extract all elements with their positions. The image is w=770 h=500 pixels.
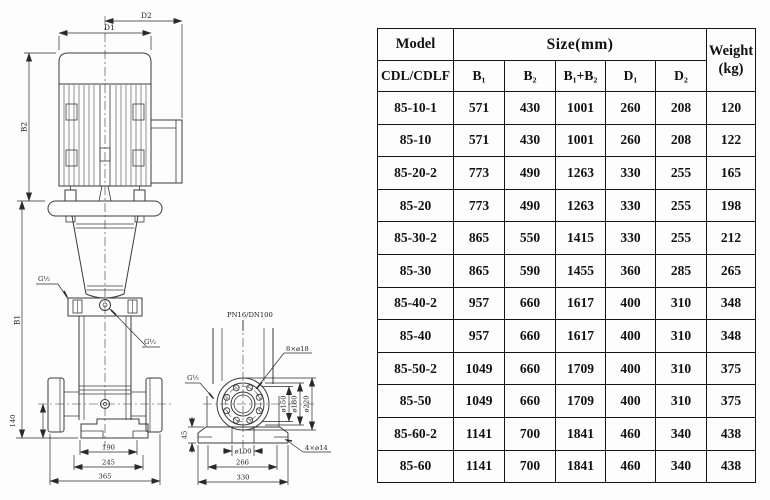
cell-value: 571 xyxy=(454,124,505,157)
cell-model: 85-30 xyxy=(378,254,454,287)
cell-value: 330 xyxy=(606,222,656,255)
cell-value: 865 xyxy=(454,254,505,287)
dim-label-190: 190 xyxy=(102,443,115,452)
table-row xyxy=(378,320,756,353)
cell-value: 1049 xyxy=(454,385,505,418)
table-row xyxy=(378,222,756,255)
dimension-table xyxy=(377,28,756,483)
table-row xyxy=(378,189,756,222)
cell-model: 85-30-2 xyxy=(378,222,454,255)
cell-value: 700 xyxy=(505,450,556,483)
cell-value: 375 xyxy=(707,385,756,418)
cell-value: 1141 xyxy=(454,417,505,450)
header-model: Model xyxy=(378,29,454,61)
cell-value: 348 xyxy=(707,287,756,320)
cell-value: 490 xyxy=(505,189,556,222)
cell-value: 255 xyxy=(656,189,707,222)
header-col-d2: D₂ xyxy=(656,61,707,92)
cell-model: 85-40-2 xyxy=(378,287,454,320)
cell-value: 360 xyxy=(606,254,656,287)
dim-label-d1: D1 xyxy=(104,23,115,32)
spec-table-area xyxy=(377,28,756,483)
cell-model: 85-40 xyxy=(378,320,454,353)
cell-value: 198 xyxy=(707,189,756,222)
cell-value: 865 xyxy=(454,222,505,255)
cell-value: 1617 xyxy=(556,320,606,353)
cell-value: 1617 xyxy=(556,287,606,320)
dim-label-d220: ø220 xyxy=(302,395,311,413)
cell-value: 1049 xyxy=(454,352,505,385)
cell-value: 438 xyxy=(707,450,756,483)
cell-model: 85-60 xyxy=(378,450,454,483)
cell-value: 590 xyxy=(505,254,556,287)
pump-front-view xyxy=(38,16,182,446)
cell-value: 310 xyxy=(656,385,707,418)
cell-value: 460 xyxy=(606,417,656,450)
cell-value: 255 xyxy=(656,222,707,255)
cell-value: 255 xyxy=(656,157,707,190)
cell-value: 1841 xyxy=(556,450,606,483)
port-label-g-half-right: G½ xyxy=(144,338,157,346)
header-col-b1b2: B₁+B₂ xyxy=(556,61,606,92)
cell-value: 348 xyxy=(707,320,756,353)
cell-value: 773 xyxy=(454,157,505,190)
dim-label-b2: B2 xyxy=(19,121,29,133)
header-col-b2: B₂ xyxy=(505,61,556,92)
dim-label-365: 365 xyxy=(98,472,112,481)
cell-value: 438 xyxy=(707,417,756,450)
cell-value: 660 xyxy=(505,352,556,385)
cell-value: 957 xyxy=(454,287,505,320)
cell-model: 85-20 xyxy=(378,189,454,222)
cell-value: 208 xyxy=(656,124,707,157)
cell-value: 460 xyxy=(606,450,656,483)
cell-model: 85-10-1 xyxy=(378,92,454,125)
cell-model: 85-50 xyxy=(378,385,454,418)
port-label-g-half-flange: G½ xyxy=(187,374,200,382)
cell-value: 1455 xyxy=(556,254,606,287)
table-row xyxy=(378,417,756,450)
cell-value: 957 xyxy=(454,320,505,353)
header-col-b1: B₁ xyxy=(454,61,505,92)
header-weight-line1: Weight xyxy=(708,42,754,59)
flange-rating-label: PN16/DN100 xyxy=(227,311,273,319)
cell-value: 310 xyxy=(656,320,707,353)
cell-value: 340 xyxy=(656,417,707,450)
cell-model: 85-50-2 xyxy=(378,352,454,385)
header-size: Size(mm) xyxy=(454,29,707,61)
dim-label-140: 140 xyxy=(9,414,17,428)
dim-label-d150: ø150 xyxy=(279,395,288,413)
dim-label-d2: D2 xyxy=(141,11,152,20)
cell-model: 85-60-2 xyxy=(378,417,454,450)
table-row xyxy=(378,254,756,287)
cell-value: 430 xyxy=(505,124,556,157)
cell-value: 1141 xyxy=(454,450,505,483)
cell-value: 265 xyxy=(707,254,756,287)
dim-label-b1: B1 xyxy=(12,314,22,326)
cell-value: 310 xyxy=(656,287,707,320)
header-model-series: CDL/CDLF xyxy=(378,61,454,92)
cell-value: 660 xyxy=(505,320,556,353)
cell-value: 260 xyxy=(606,92,656,125)
cell-value: 330 xyxy=(606,189,656,222)
cell-value: 571 xyxy=(454,92,505,125)
cell-value: 1001 xyxy=(556,92,606,125)
pump-flange-view xyxy=(198,321,316,457)
table-header-row-2 xyxy=(378,61,756,92)
cell-value: 212 xyxy=(707,222,756,255)
table-row xyxy=(378,385,756,418)
cell-value: 660 xyxy=(505,287,556,320)
cell-value: 208 xyxy=(656,92,707,125)
pump-technical-drawing xyxy=(0,0,380,500)
cell-value: 120 xyxy=(707,92,756,125)
cell-value: 1001 xyxy=(556,124,606,157)
table-body xyxy=(378,92,756,483)
header-weight xyxy=(707,29,756,92)
cell-value: 1709 xyxy=(556,385,606,418)
cell-value: 660 xyxy=(505,385,556,418)
dim-label-8xd18: 8×ø18 xyxy=(286,345,309,353)
cell-value: 1709 xyxy=(556,352,606,385)
cell-value: 260 xyxy=(606,124,656,157)
cell-value: 1263 xyxy=(556,189,606,222)
table-row xyxy=(378,124,756,157)
table-row xyxy=(378,92,756,125)
cell-value: 375 xyxy=(707,352,756,385)
front-view-dimensions xyxy=(16,21,182,485)
cell-value: 550 xyxy=(505,222,556,255)
header-col-d1: D₁ xyxy=(606,61,656,92)
dim-label-266: 266 xyxy=(236,458,249,467)
table-header-row-1 xyxy=(378,29,756,61)
cell-value: 310 xyxy=(656,352,707,385)
cell-value: 490 xyxy=(505,157,556,190)
cell-model: 85-10 xyxy=(378,124,454,157)
dim-label-4xd14: 4×ø14 xyxy=(305,444,328,452)
cell-value: 1263 xyxy=(556,157,606,190)
dim-label-45: 45 xyxy=(180,430,189,440)
table-row xyxy=(378,450,756,483)
cell-value: 1841 xyxy=(556,417,606,450)
dim-label-330: 330 xyxy=(236,473,250,482)
cell-value: 430 xyxy=(505,92,556,125)
port-label-g-half-left: G½ xyxy=(38,275,51,283)
cell-value: 165 xyxy=(707,157,756,190)
cell-value: 1415 xyxy=(556,222,606,255)
cell-value: 773 xyxy=(454,189,505,222)
cell-value: 285 xyxy=(656,254,707,287)
cell-value: 700 xyxy=(505,417,556,450)
table-row xyxy=(378,287,756,320)
cell-value: 340 xyxy=(656,450,707,483)
cell-value: 400 xyxy=(606,352,656,385)
cell-model: 85-20-2 xyxy=(378,157,454,190)
dim-label-245: 245 xyxy=(102,458,115,467)
cell-value: 400 xyxy=(606,385,656,418)
cell-value: 400 xyxy=(606,287,656,320)
table-row xyxy=(378,157,756,190)
cell-value: 122 xyxy=(707,124,756,157)
table-row xyxy=(378,352,756,385)
header-weight-line2: (kg) xyxy=(718,61,744,77)
cell-value: 400 xyxy=(606,320,656,353)
dim-label-d100: ø100 xyxy=(234,447,252,456)
dim-label-d180: ø180 xyxy=(290,395,299,413)
cell-value: 330 xyxy=(606,157,656,190)
pump-drawing-area xyxy=(0,0,380,500)
